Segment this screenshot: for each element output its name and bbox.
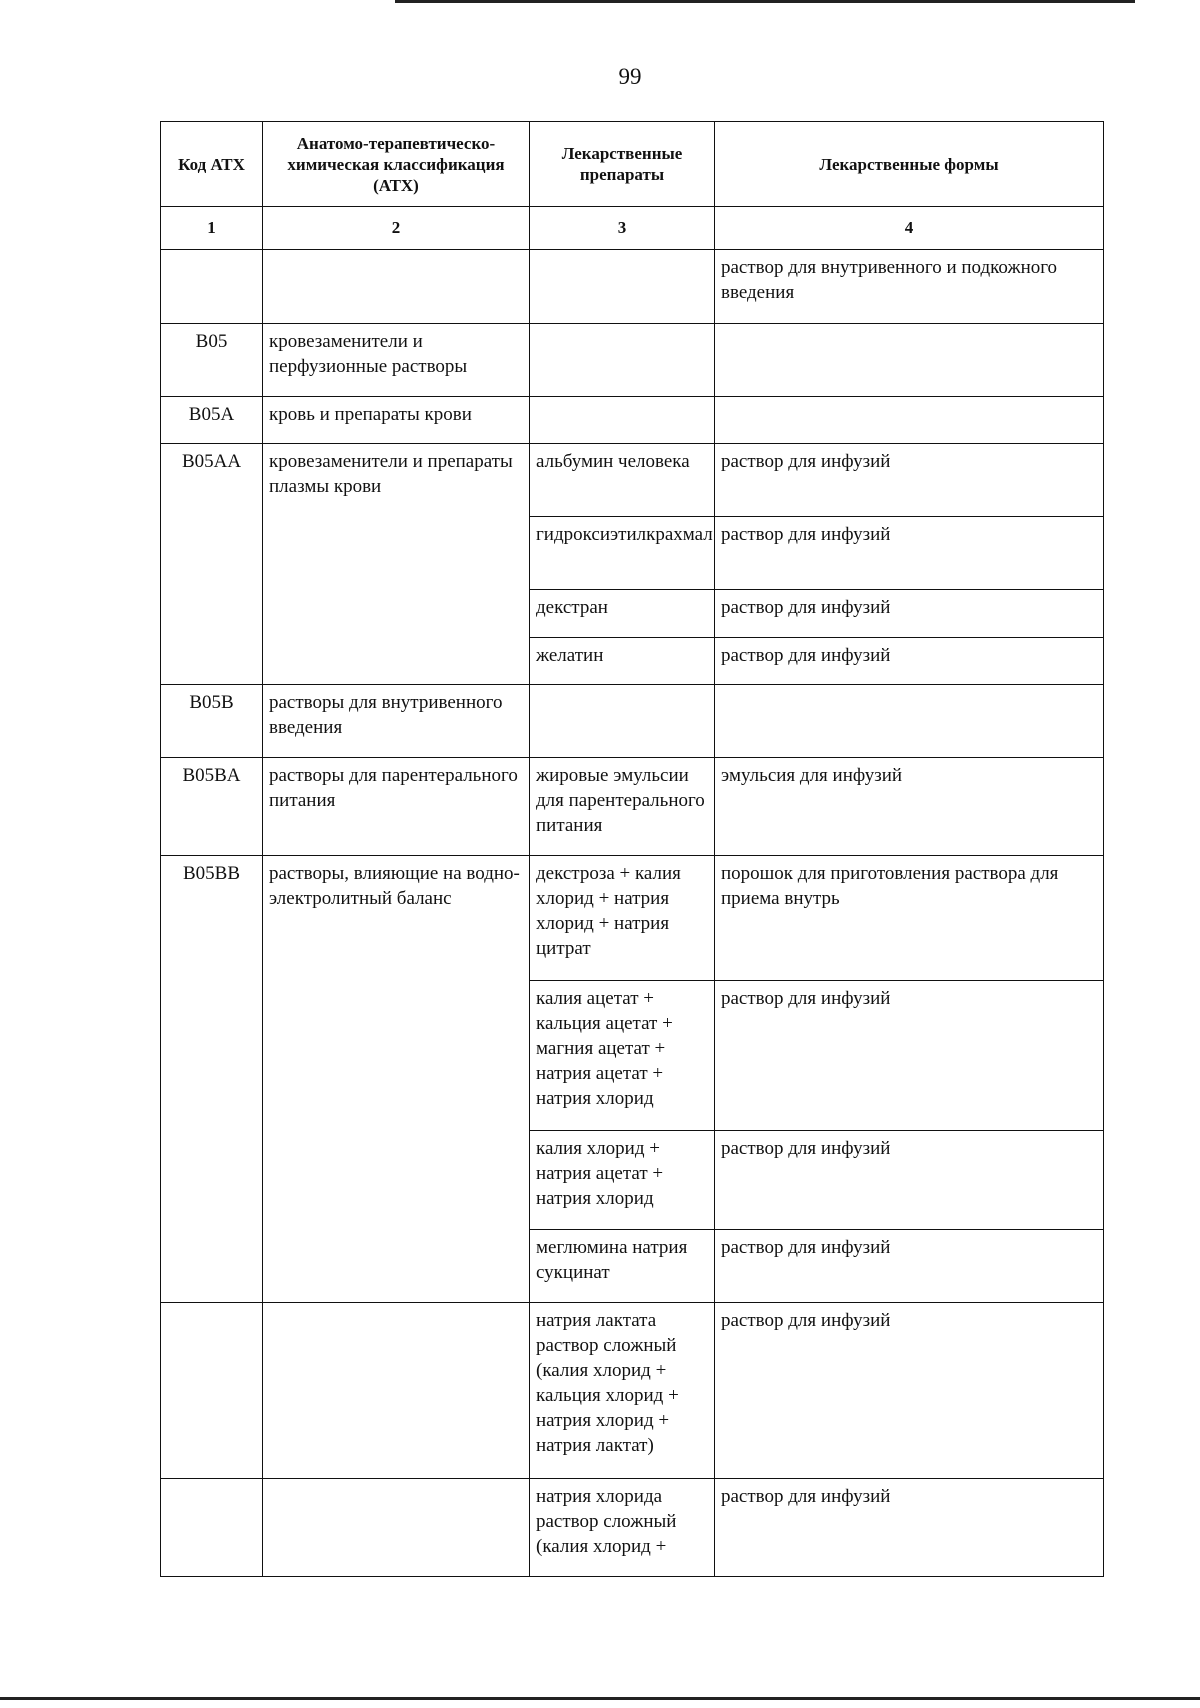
table-row: [161, 1303, 1104, 1479]
table-row: [161, 1479, 1104, 1577]
dosage-form: раствор для инфузий: [715, 590, 1104, 638]
atx-code: B05: [161, 324, 263, 397]
atx-classification: растворы для внутривенного введения: [263, 685, 530, 758]
atx-classification: [263, 1303, 530, 1479]
atx-classification: растворы, влияющие на водно-электролитный баланс: [263, 856, 530, 1303]
column-number: 3: [530, 207, 715, 250]
atx-code: B05BB: [161, 856, 263, 1303]
drug-name: декстран: [530, 590, 715, 638]
atx-classification: кровезаменители и перфузионные растворы: [263, 324, 530, 397]
table-header-row: [161, 122, 1104, 207]
drug-name: [530, 685, 715, 758]
dosage-form: раствор для инфузий: [715, 517, 1104, 590]
dosage-form: эмульсия для инфузий: [715, 758, 1104, 856]
dosage-form: раствор для инфузий: [715, 638, 1104, 685]
dosage-form: раствор для инфузий: [715, 981, 1104, 1131]
atx-classification: кровезаменители и препараты плазмы крови: [263, 444, 530, 685]
header-forms: Лекарственные формы: [715, 122, 1104, 207]
dosage-form: раствор для инфузий: [715, 1131, 1104, 1230]
drug-name: натрия лактата раствор сложный (калия хлорид + кальция хлорид + натрия хлорид + натрия лактат): [530, 1303, 715, 1479]
atx-classification: [263, 250, 530, 324]
drug-name: калия хлорид + натрия ацетат + натрия хлорид: [530, 1131, 715, 1230]
column-number-row: [161, 207, 1104, 250]
drug-name: декстроза + калия хлорид + натрия хлорид + натрия цитрат: [530, 856, 715, 981]
atx-code: B05AA: [161, 444, 263, 685]
dosage-form: раствор для внутривенного и подкожного введения: [715, 250, 1104, 324]
atx-classification: растворы для парентерального питания: [263, 758, 530, 856]
atx-code: B05B: [161, 685, 263, 758]
scan-edge-top: [395, 0, 1135, 3]
column-number: 4: [715, 207, 1104, 250]
column-number: 1: [161, 207, 263, 250]
dosage-form: порошок для приготовления раствора для приема внутрь: [715, 856, 1104, 981]
table-row: [161, 758, 1104, 856]
drug-name: желатин: [530, 638, 715, 685]
atx-code: [161, 1479, 263, 1577]
drug-name: [530, 250, 715, 324]
dosage-form: раствор для инфузий: [715, 1230, 1104, 1303]
atx-code: [161, 250, 263, 324]
dosage-form: раствор для инфузий: [715, 1479, 1104, 1577]
dosage-form: [715, 685, 1104, 758]
dosage-form: раствор для инфузий: [715, 444, 1104, 517]
table-row: [161, 856, 1104, 981]
atx-code: [161, 1303, 263, 1479]
atx-table: [160, 121, 1104, 1577]
table-row: [161, 250, 1104, 324]
drug-name: меглюмина натрия сукцинат: [530, 1230, 715, 1303]
drug-name: калия ацетат + кальция ацетат + магния ацетат + натрия ацетат + натрия хлорид: [530, 981, 715, 1131]
table-row: [161, 397, 1104, 444]
table-row: [161, 685, 1104, 758]
atx-code: B05A: [161, 397, 263, 444]
dosage-form: [715, 397, 1104, 444]
atx-classification: [263, 1479, 530, 1577]
drug-name: гидроксиэтилкрахмал: [530, 517, 715, 590]
drug-name: [530, 397, 715, 444]
header-code: Код АТХ: [161, 122, 263, 207]
drug-name: альбумин человека: [530, 444, 715, 517]
page-number: 99: [618, 64, 642, 89]
table-row: [161, 444, 1104, 517]
drug-name: жировые эмульсии для парентерального питания: [530, 758, 715, 856]
dosage-form: [715, 324, 1104, 397]
scan-edge-bottom: [0, 1697, 1200, 1700]
atx-classification: кровь и препараты крови: [263, 397, 530, 444]
drug-name: [530, 324, 715, 397]
table-row: [161, 324, 1104, 397]
header-classification: Анатомо-терапевтическо-химическая классификация (АТХ): [263, 122, 530, 207]
atx-code: B05BA: [161, 758, 263, 856]
dosage-form: раствор для инфузий: [715, 1303, 1104, 1479]
header-drugs: Лекарственные препараты: [530, 122, 715, 207]
drug-name: натрия хлорида раствор сложный (калия хлорид +: [530, 1479, 715, 1577]
column-number: 2: [263, 207, 530, 250]
